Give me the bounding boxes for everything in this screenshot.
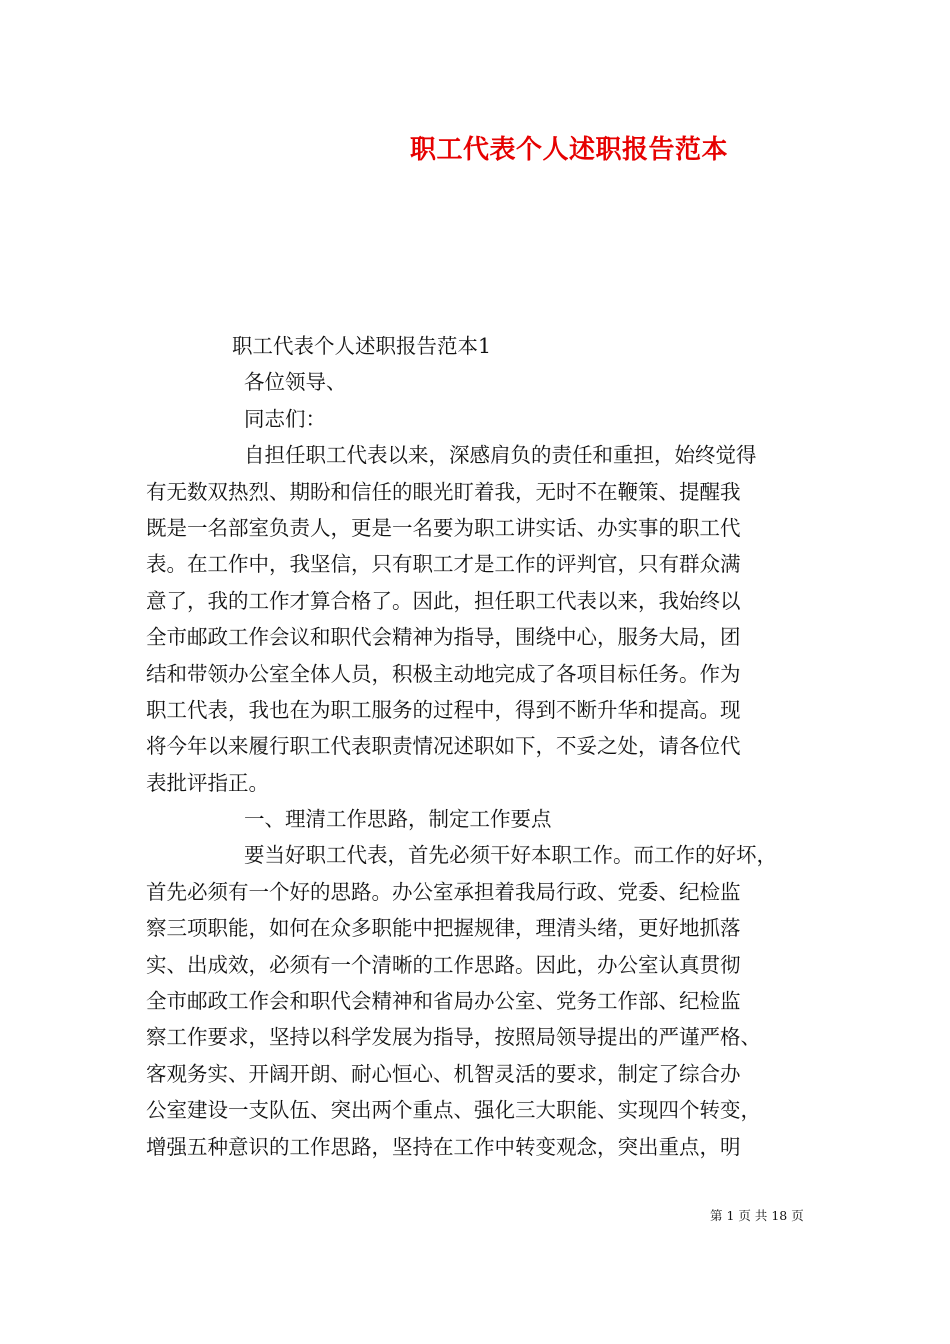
- paragraph-line: 职工代表，我也在为职工服务的过程中，得到不断升华和提高。现: [146, 697, 741, 722]
- paragraph-line: 表。在工作中，我坚信，只有职工才是工作的评判官，只有群众满: [146, 552, 741, 577]
- paragraph-line: 自担任职工代表以来，深感肩负的责任和重担，始终觉得: [244, 443, 757, 468]
- section-heading: 一、理清工作思路，制定工作要点: [244, 807, 552, 832]
- paragraph-line: 客观务实、开阔开朗、耐心恒心、机智灵活的要求，制定了综合办: [146, 1061, 741, 1086]
- paragraph-line: 表批评指正。: [146, 770, 269, 795]
- paragraph-line: 意了，我的工作才算合格了。因此，担任职工代表以来，我始终以: [146, 588, 741, 613]
- document-title: 职工代表个人述职报告范本: [410, 135, 729, 165]
- paragraph-line: 增强五种意识的工作思路，坚持在工作中转变观念，突出重点，明: [146, 1134, 741, 1159]
- paragraph-line: 察工作要求，坚持以科学发展为指导，按照局领导提出的严谨严格、: [146, 1025, 761, 1050]
- page-number: 第 1 页 共 18 页: [710, 1208, 804, 1223]
- paragraph-line: 首先必须有一个好的思路。办公室承担着我局行政、党委、纪检监: [146, 879, 741, 904]
- paragraph-line: 结和带领办公室全体人员，积极主动地完成了各项目标任务。作为: [146, 661, 741, 686]
- paragraph-line: 既是一名部室负责人，更是一名要为职工讲实话、办实事的职工代: [146, 515, 741, 540]
- paragraph-line: 察三项职能，如何在众多职能中把握规律，理清头绪，更好地抓落: [146, 916, 741, 941]
- paragraph-line: 全市邮政工作会和职代会精神和省局办公室、党务工作部、纪检监: [146, 989, 741, 1014]
- paragraph-line: 全市邮政工作会议和职代会精神为指导，围绕中心，服务大局，团: [146, 625, 741, 650]
- salutation-line: 各位领导、: [244, 370, 347, 395]
- document-subtitle: 职工代表个人述职报告范本1: [232, 334, 492, 358]
- paragraph-line: 有无数双热烈、期盼和信任的眼光盯着我，无时不在鞭策、提醒我: [146, 479, 741, 504]
- salutation-line: 同志们：: [244, 406, 326, 431]
- paragraph-line: 公室建设一支队伍、突出两个重点、强化三大职能、实现四个转变，: [146, 1098, 761, 1123]
- paragraph-line: 实、出成效，必须有一个清晰的工作思路。因此，办公室认真贯彻: [146, 952, 741, 977]
- paragraph-line: 将今年以来履行职工代表职责情况述职如下，不妥之处，请各位代: [146, 734, 741, 759]
- paragraph-line: 要当好职工代表，首先必须干好本职工作。而工作的好坏，: [244, 843, 777, 868]
- document-body: [146, 328, 810, 1165]
